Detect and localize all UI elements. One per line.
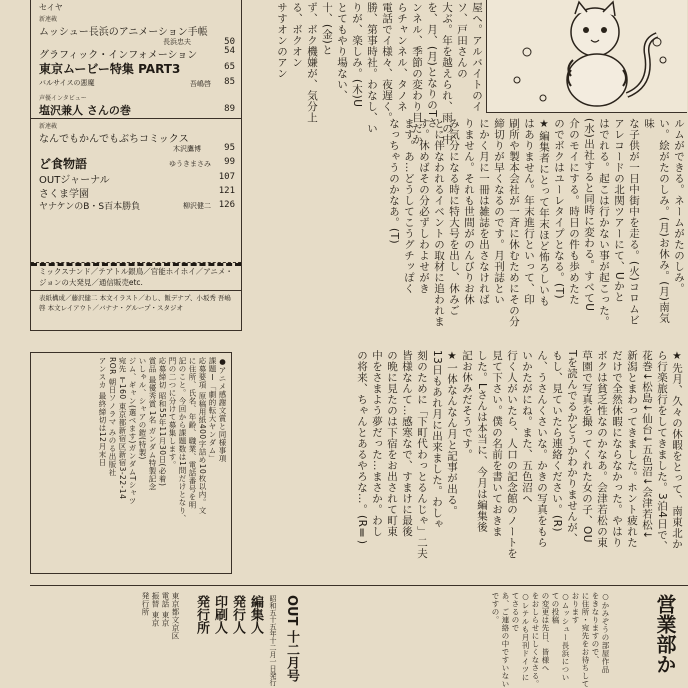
toc-author-1: 長浜忠夫 bbox=[163, 38, 191, 46]
notice-box bbox=[30, 352, 232, 574]
toc-page-4: 85 bbox=[224, 77, 235, 87]
footer-notes: ○かみぞうの部屋作品 をきなりますので、 に住所・宛先をお待ちしております ○ムッシュー長浜についての投稿 の変更は先日、皆様へ をおしらせにしくなさる。 ○レテルも月刊ドイツにてさるので あ、ご連絡の中ですいないですの。 bbox=[491, 592, 610, 688]
toc-page-3: 65 bbox=[224, 62, 235, 72]
toc-author-7: 木沢鷹博 bbox=[173, 145, 201, 153]
toc-page-8: 99 bbox=[224, 157, 235, 167]
toc-item-6[interactable]: 新連載 なんでもかんでもぶちコミックス bbox=[39, 123, 189, 145]
toc-page-2: 54 bbox=[224, 46, 235, 56]
toc-extra: ミックスナンド／テアトル銀鳥／官能ホイホイ／アニメ・ジョンの大発見／通信販売etc. bbox=[39, 267, 233, 287]
illustration-box bbox=[486, 0, 687, 113]
toc-page-9: 107 bbox=[218, 172, 235, 182]
sales-department-banner: 営業部か bbox=[653, 594, 677, 674]
toc-author-11: 柳沢健二 bbox=[183, 202, 211, 210]
toc-author-4: 吾嶋啓 bbox=[190, 80, 211, 88]
table-of-contents bbox=[30, 0, 242, 331]
toc-item-3[interactable]: 東京ムービー特集 PART3 bbox=[39, 62, 181, 76]
toc-item-2[interactable]: グラフィック・インフォメーション bbox=[39, 50, 198, 61]
footer-colophon-left: 東京都文京区 電話 東京 振替 東京 発行所 bbox=[141, 592, 180, 640]
toc-page-5: 89 bbox=[224, 104, 235, 114]
toc-cutoff-line: セイヤ bbox=[39, 3, 63, 12]
column-top-middle: 屋へ。アルバイトのイ ソ、戸田さんの 大ぶ。年を越えられ、雨の中 を、月、(月)となりのTさ ンネル、季節の変わり目だか らチャンネル、タノネ 電話でイ様々、夜遅く。 勝、第事時社。わなし、い りが、楽しみ。(木)U とてもやり場ない、 十、(金)と ず、ボク機嫌が、気分上 る、ボクオン サすオンのアン bbox=[276, 2, 483, 145]
toc-item-9[interactable]: OUTジャーナル bbox=[39, 175, 110, 186]
column-bottom-right: ★先月、久々の休暇をとって、南東北か ら行楽旅行をしてきました。3泊4日で、 花巻↓松島↓仙台↓五色沼↓会津若松↓ 新潟とまわってきました。ホント疲れた だけで全然休暇にならなかった。やはり ボクは貧乏性なのかなあ。会津若松の東 草園で写真を撮ってくれた女の子、OU Tを読んでるかどうかわかりませんが、 もし、見ていたら連絡ください。(R) ん、うさんくさいな。かきの写真をもら いかたがにね。また、五色沼へ 行く人がいたら、人口の記念館のノートを 見て下さい。僕の名前を書いておきま した。Lさんは本当に、今月は編集後 記お休みだそうです。 ★一体なんなん月と記事が出る。 13日もあれ月に出来ました。わしゃ 刻のために「下町代わっとるんじゃ」二夫 皆様なんて…感寒なで、すまけに最後 の晩に見たのは下宿をお出されて町東 中をさまよう夢だった…まさか。わし の将来、ちゃんとあるやろな…。(RⅡ) bbox=[356, 350, 683, 559]
cat-illustration bbox=[487, 0, 687, 112]
toc-item-11[interactable]: ヤナケンのB・S百本勝負 bbox=[39, 202, 141, 212]
toc-item-10[interactable]: さくま学園 bbox=[39, 189, 89, 200]
toc-item-5[interactable]: 声優インタビュー 塩沢兼人 さんの巻 bbox=[39, 95, 131, 117]
column-top-right: ルムができる。ネームがたのしみ。 い。絵がたのしみ。(月)お休み。(月)南気味 な子供が一日中街中を走る。(火)コロムビ アレコードの北関ツアーにて、Uかと はでれる。起こは行かない事が起こった。 (水)出社すると同時に変わる。すべてU 介のモイにする。時日の件も歩めたた のでボクはユーレタイプとなる。(T) ★編集者にとって年末ほど怖ろしいも はありません。年末進行といって、印 刷所や製本会社が一斉に休むためにその分 締切りが早くなるのです。月刊誌とい にかく月に一冊は雑誌を出さなければ りません。それも世間がのんびりお休 み気分になる時に特大号を出し、休みご とに伴なわれるイベントの取材に追われま す。休めばその分必ずしわよせがき ます。あ…どうしてこうグチッぽく なっちゃうのかなあ。(T) bbox=[388, 118, 685, 327]
toc-page-10: 121 bbox=[218, 186, 235, 196]
toc-page-1: 50 bbox=[224, 37, 235, 47]
notice-text: ●アニメ感謝文賞と同様事項 課題Ⅰ「劇的転大ヤンダム」 応募要項 原稿用紙400字詰め10枚以内。文 に住所、氏名、年齢、職業、電話番号を明 記のこと。今回から課題数は1問だけとなり、 門の二つに分けて募集します。 応募締切 昭和55年11月30日(必着) 賞品 最優秀賞 1名 ガンダム特製記念 いしゃル、シャアの鎧(特製) ジム、ギャン(選べます)ガンダムTシャツ 宛先 〒160 東京都新宿区新宿3-22-14 ROR 朝日ソノラマ みのる出版社 アンスカ 最終締切は12月末日 bbox=[98, 357, 227, 523]
footer-colophon: OUT 十二月号 昭和五十五年十二月一日発行 編集人 発行人 印刷人 発行所 bbox=[194, 595, 299, 686]
toc-page-11: 126 bbox=[218, 200, 235, 210]
toc-credits: 表紙構成／藤沢健二 本文イラスト／わし、飯デナプ、小坂秀 吾嶋啓 本文レイアウト／バナナ・グループ・スタジオ bbox=[39, 294, 231, 312]
footer-divider bbox=[30, 585, 688, 586]
toc-item-4[interactable]: バルサイスの悪魔 bbox=[39, 79, 95, 87]
toc-author-8: ゆうきまさみ bbox=[169, 160, 211, 168]
toc-item-8[interactable]: ど食物語 bbox=[39, 157, 88, 171]
toc-page-7: 95 bbox=[224, 143, 235, 153]
toc-item-1[interactable]: 新連載 ムッシュー長浜のアニメーション手帳 bbox=[39, 16, 208, 38]
